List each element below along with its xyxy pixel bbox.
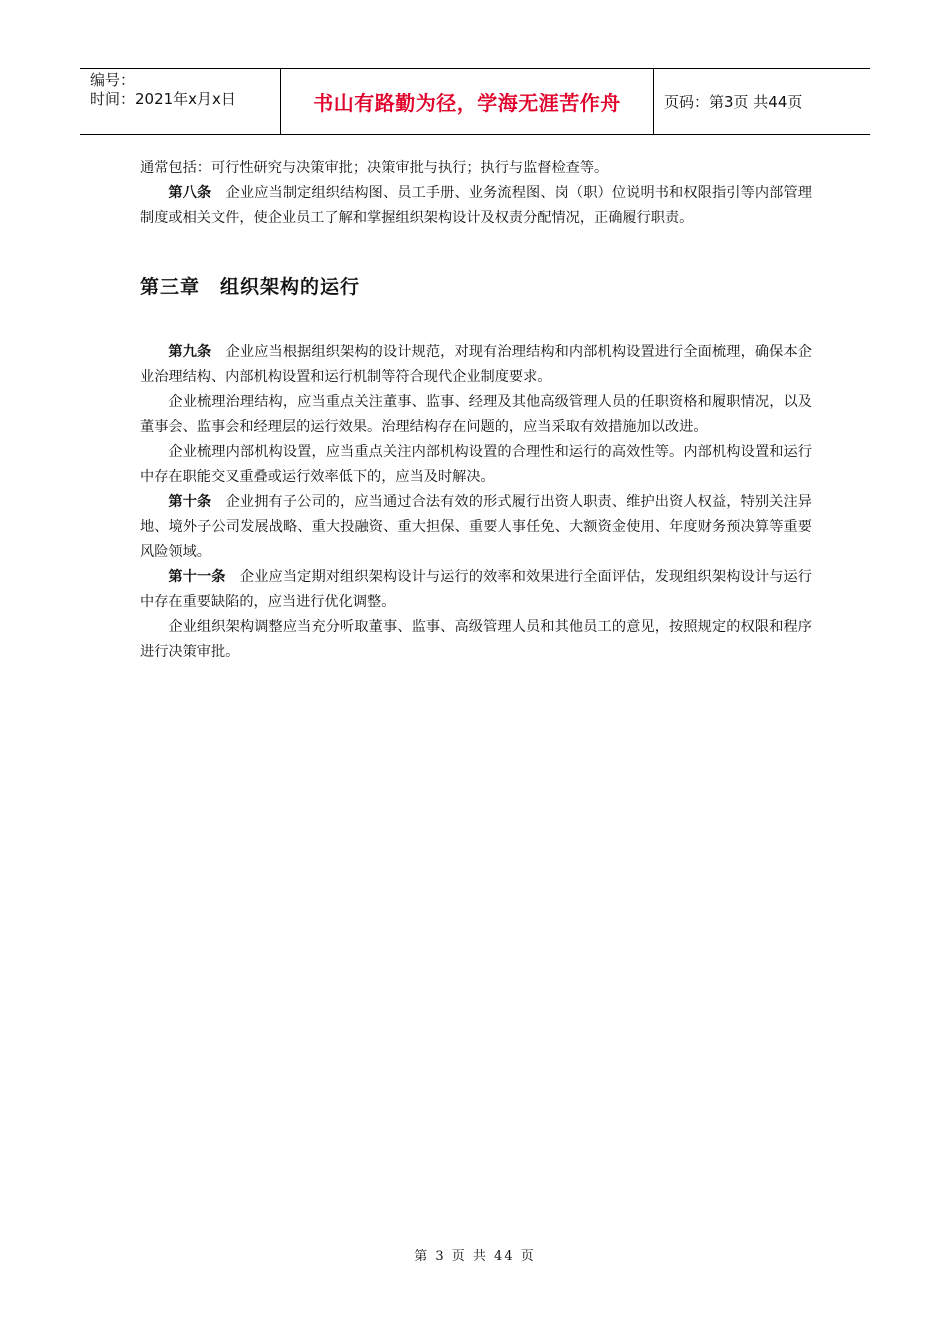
article-10-text: 企业拥有子公司的，应当通过合法有效的形式履行出资人职责、维护出资人权益，特别关注异地、境外子公司发展战略、重大投融资、重大担保、重要人事任免、大额资金使用、年度财务预决算等重要风险领域。 [140,494,812,560]
article-9 [140,340,812,390]
article-8 [140,181,812,231]
article-10 [140,490,812,565]
article-9-paragraph-2: 企业梳理治理结构，应当重点关注董事、监事、经理及其他高级管理人员的任职资格和履职情况，以及董事会、监事会和经理层的运行效果。治理结构存在问题的，应当采取有效措施加以改进。 [140,394,812,435]
article-8-label: 第八条 [168,185,212,201]
article-11-label: 第十一条 [168,569,226,585]
page-header [80,68,870,135]
header-meta-cell [80,69,281,134]
article-10-label: 第十条 [168,494,212,510]
article-9-text: 企业应当根据组织架构的设计规范，对现有治理结构和内部机构设置进行全面梳理，确保本企业治理结构、内部机构设置和运行机制等符合现代企业制度要求。 [140,344,812,385]
chapter-title: 第三章 组织架构的运行 [140,276,361,298]
page-footer: 第 3 页 共 44 页 [414,1249,536,1264]
article-8-text: 企业应当制定组织结构图、员工手册、业务流程图、岗（职）位说明书和权限指引等内部管理制度或相关文件，使企业员工了解和掌握组织架构设计及权责分配情况，正确履行职责。 [140,185,812,226]
document-time-label: 时间：2021年x月x日 [90,90,236,108]
document-body [140,156,812,665]
header-motto: 书山有路勤为径，学海无涯苦作舟 [313,91,621,115]
paragraph-continuation: 通常包括：可行性研究与决策审批；决策审批与执行；执行与监督检查等。 [140,160,609,176]
document-number-label: 编号： [90,71,136,89]
article-11-paragraph-2: 企业组织架构调整应当充分听取董事、监事、高级管理人员和其他员工的意见，按照规定的权限和程序进行决策审批。 [140,619,812,660]
article-9-paragraph-3: 企业梳理内部机构设置，应当重点关注内部机构设置的合理性和运行的高效性等。内部机构设置和运行中存在职能交叉重叠或运行效率低下的，应当及时解决。 [140,444,812,485]
article-11-text: 企业应当定期对组织架构设计与运行的效率和效果进行全面评估，发现组织架构设计与运行中存在重要缺陷的，应当进行优化调整。 [140,569,812,610]
header-page-code: 页码：第3页 共44页 [664,93,803,111]
header-motto-cell [281,69,654,134]
article-11 [140,565,812,615]
article-9-label: 第九条 [168,344,212,360]
header-page-cell [654,69,870,134]
